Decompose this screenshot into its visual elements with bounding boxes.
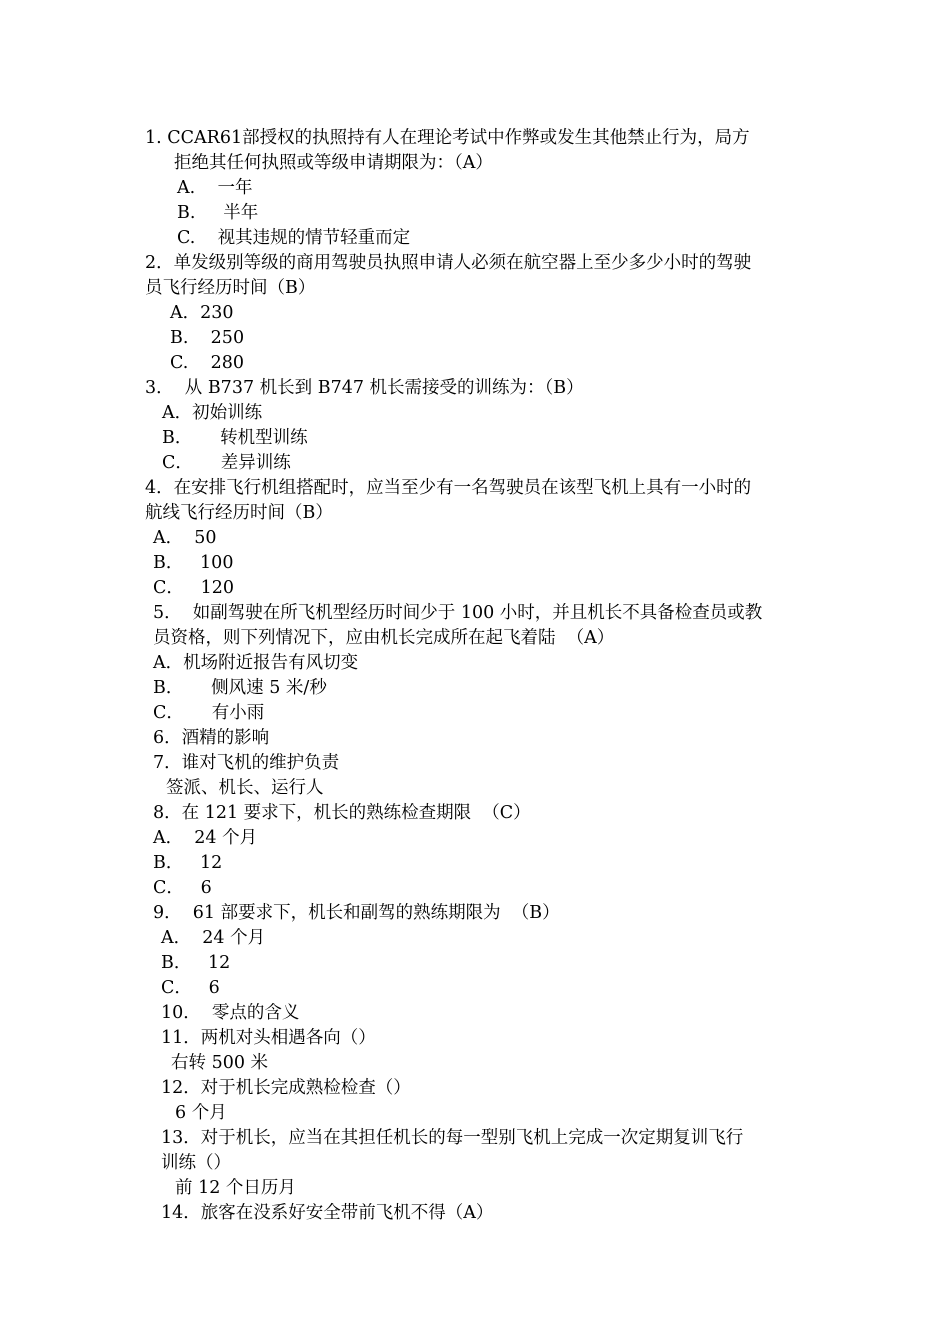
question-2-option-a: A．230 — [170, 303, 234, 323]
question-5-option-c: C． 有小雨 — [153, 703, 265, 723]
question-9-option-c: C． 6 — [161, 978, 220, 998]
question-12: 12．对于机长完成熟检检查（） — [161, 1078, 411, 1098]
question-10: 10． 零点的含义 — [161, 1003, 300, 1023]
question-3-option-a: A．初始训练 — [162, 403, 263, 423]
question-1-line-2: 拒绝其任何执照或等级申请期限为：（A） — [174, 153, 493, 173]
question-8-option-b: B． 12 — [153, 853, 223, 873]
question-1-option-a: A. 一年 — [177, 178, 253, 198]
question-5-line-2: 员资格，则下列情况下，应由机长完成所在起飞着陆 （A） — [153, 628, 615, 648]
question-8-option-c: C． 6 — [153, 878, 212, 898]
question-4-line-1: 4．在安排飞行机组搭配时，应当至少有一名驾驶员在该型飞机上具有一小时的 — [145, 478, 752, 498]
question-11: 11．两机对头相遇各向（） — [161, 1028, 376, 1048]
question-9-option-b: B． 12 — [161, 953, 231, 973]
question-11-answer: 右转 500 米 — [171, 1053, 269, 1073]
question-2-option-c: C. 280 — [170, 353, 244, 373]
question-1-option-c: C. 视其违规的情节轻重而定 — [177, 228, 411, 248]
question-14: 14．旅客在没系好安全带前飞机不得（A） — [161, 1203, 494, 1223]
question-4-option-c: C． 120 — [153, 578, 234, 598]
question-12-answer: 6 个月 — [175, 1103, 227, 1123]
question-13-line-1: 13．对于机长，应当在其担任机长的每一型别飞机上完成一次定期复训飞行 — [161, 1128, 744, 1148]
question-9-option-a: A． 24 个月 — [161, 928, 266, 948]
question-7: 7．谁对飞机的维护负责 — [153, 753, 340, 773]
question-3-option-c: C． 差异训练 — [162, 453, 291, 473]
question-6: 6．酒精的影响 — [153, 728, 270, 748]
question-5-line-1: 5． 如副驾驶在所飞机型经历时间少于 100 小时，并且机长不具备检查员或教 — [153, 603, 763, 623]
question-5-option-b: B． 侧风速 5 米/秒 — [153, 678, 327, 698]
question-1-line-1: 1. CCAR61部授权的执照持有人在理论考试中作弊或发生其他禁止行为，局方 — [145, 128, 750, 148]
question-7-answer: 签派、机长、运行人 — [166, 778, 324, 798]
question-13-answer: 前 12 个日历月 — [175, 1178, 296, 1198]
question-4-option-b: B． 100 — [153, 553, 234, 573]
question-1-option-b: B. 半年 — [177, 203, 259, 223]
question-2-line-1: 2．单发级别等级的商用驾驶员执照申请人必须在航空器上至少多少小时的驾驶 — [145, 253, 752, 273]
question-3-line-1: 3． 从 B737 机长到 B747 机长需接受的训练为：（B） — [145, 378, 584, 398]
question-8-option-a: A． 24 个月 — [153, 828, 258, 848]
question-3-option-b: B． 转机型训练 — [162, 428, 308, 448]
question-2-option-b: B. 250 — [170, 328, 245, 348]
question-2-line-2: 员飞行经历时间（B） — [145, 278, 316, 298]
question-4-line-2: 航线飞行经历时间（B） — [145, 503, 333, 523]
question-4-option-a: A． 50 — [153, 528, 217, 548]
question-13-line-2: 训练（） — [161, 1153, 231, 1173]
question-8-line-1: 8．在 121 要求下，机长的熟练检查期限 （C） — [153, 803, 531, 823]
question-9-line-1: 9． 61 部要求下，机长和副驾的熟练期限为 （B） — [153, 903, 560, 923]
question-5-option-a: A．机场附近报告有风切变 — [153, 653, 359, 673]
